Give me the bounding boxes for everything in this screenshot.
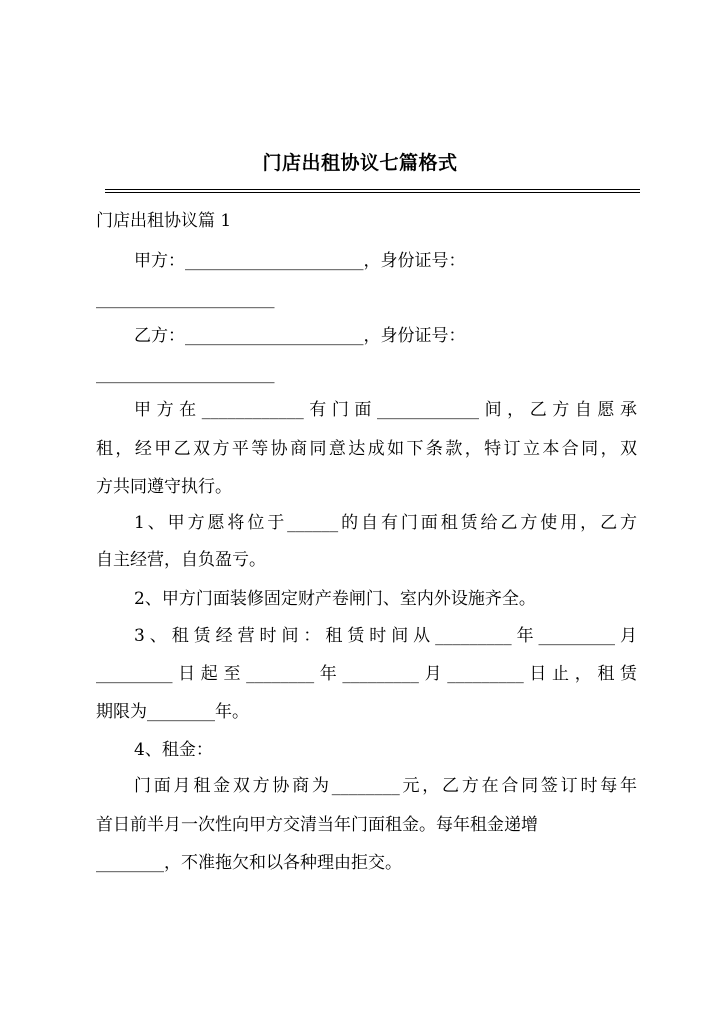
clause-1-line-1: 1、甲方愿将位于______的自有门面租赁给乙方使用，乙方 — [134, 513, 637, 533]
clause-4-heading: 4、租金： — [134, 740, 213, 760]
clause-3-line-2: _________日起至________年_________月_________日止，租赁 — [96, 664, 637, 684]
party-a-line: 甲方：_____________________，身份证号： — [134, 251, 466, 271]
section-heading: 门店出租协议篇 1 — [96, 211, 232, 231]
clause-2: 2、甲方门面装修固定财产卷闸门、室内外设施齐全。 — [134, 589, 536, 609]
clause-4-line-1: 门面月租金双方协商为________元，乙方在合同签订时每年 — [134, 776, 637, 796]
clause-1-line-2: 自主经营，自负盈亏。 — [96, 550, 266, 570]
clause-3-line-1: 3、租赁经营时间：租赁时间从_________年_________月 — [134, 626, 637, 646]
clause-3-line-3: 期限为________年。 — [96, 702, 249, 722]
clause-4-line-3: ________，不准拖欠和以各种理由拒交。 — [96, 853, 402, 873]
party-b-line: 乙方：_____________________，身份证号： — [134, 326, 466, 346]
paragraph-intro-line-2: 租，经甲乙双方平等协商同意达成如下条款，特订立本合同，双 — [96, 439, 637, 459]
party-a-id-blank: _____________________ — [96, 289, 275, 309]
paragraph-intro-line-1: 甲方在____________有门面____________间，乙方自愿承 — [134, 400, 637, 420]
party-b-id-blank: _____________________ — [96, 364, 275, 384]
document-title: 门店出租协议七篇格式 — [262, 152, 458, 174]
title-divider — [105, 189, 640, 193]
paragraph-intro-line-3: 方共同遵守执行。 — [96, 477, 232, 497]
clause-4-line-2: 首日前半月一次性向甲方交清当年门面租金。每年租金递增 — [96, 815, 538, 835]
